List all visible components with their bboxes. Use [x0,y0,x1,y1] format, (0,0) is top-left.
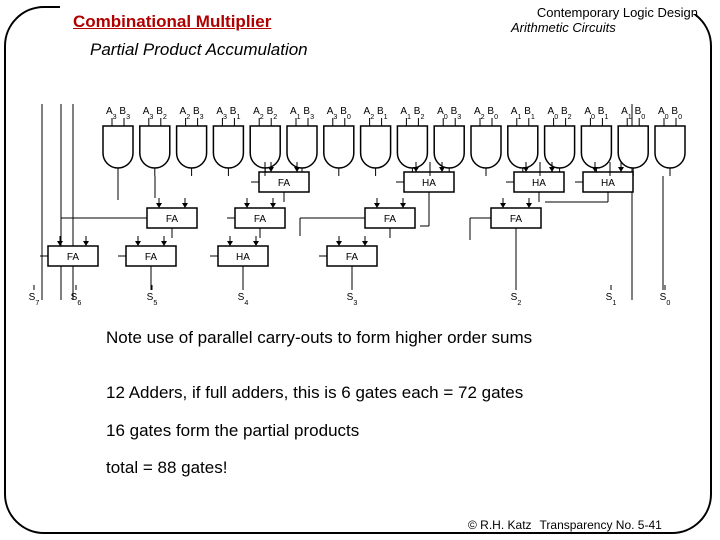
adder-label: FA [144,252,158,263]
course-subtitle: Arithmetic Circuits [511,20,616,35]
output-label: $S_6$ [70,292,82,307]
adder-label: FA [509,214,523,225]
and-gate-input-label: $A_3$ $B_2$ [142,106,167,121]
and-gate [434,126,464,168]
output-label: $S_2$ [510,292,522,307]
and-gate [581,126,611,168]
and-gate-input-label: $A_0$ $B_3$ [437,106,462,121]
and-gate [140,126,170,168]
output-label: $S_7$ [28,292,40,307]
and-gate-input-label: $A_0$ $B_2$ [547,106,572,121]
and-gate [324,126,354,168]
and-gate-input-label: $A_1$ $B_0$ [621,106,646,121]
and-gate [213,126,243,168]
slide-subtitle: Partial Product Accumulation [90,40,308,59]
and-gate-input-label: $A_3$ $B_1$ [216,106,241,121]
output-label: $S_0$ [659,292,671,307]
output-label: $S_1$ [605,292,617,307]
and-gate-input-label: $A_2$ $B_3$ [179,106,204,121]
and-gate [471,126,501,168]
and-gate-input-label: $A_0$ $B_1$ [584,106,609,121]
and-gate [103,126,133,168]
note-total: total = 88 gates! [106,458,228,477]
footer [468,518,662,532]
adder-label: HA [236,252,250,263]
and-gate [361,126,391,168]
adder-label: FA [66,252,80,263]
and-gate-input-label: $A_2$ $B_2$ [253,106,278,121]
and-gate [250,126,280,168]
output-label: $S_4$ [237,292,249,307]
and-gate-input-label: $A_3$ $B_3$ [105,106,131,121]
adder-label: FA [277,178,291,189]
and-gate [618,126,648,168]
and-gate [397,126,427,168]
adder-label: FA [345,252,359,263]
and-gate [545,126,575,168]
adder-label: HA [422,178,436,189]
output-label: $S_5$ [146,292,158,307]
adder-label: HA [532,178,546,189]
adder-label: FA [383,214,397,225]
and-gate-input-label: $A_3$ $B_0$ [326,106,351,121]
slide-title: Combinational Multiplier [73,12,272,31]
and-gate-input-label: $A_1$ $B_2$ [400,106,425,121]
adder-label: FA [165,214,179,225]
footer-author: © R.H. Katz [468,518,532,532]
and-gate-input-label: $A_1$ $B_1$ [510,106,535,121]
note-adder-count: 12 Adders, if full adders, this is 6 gates each = 72 gates [106,383,524,402]
note-parallel-carry: Note use of parallel carry-outs to form higher order sums [106,328,533,347]
and-gate-input-label: $A_2$ $B_1$ [363,106,388,121]
and-gate [655,126,685,168]
adder-label: FA [253,214,267,225]
and-gate [177,126,207,168]
and-gate [287,126,317,168]
adder-label: HA [601,178,615,189]
course-title: Contemporary Logic Design [536,5,698,20]
and-gate [508,126,538,168]
and-gate-input-label: $A_2$ $B_0$ [473,106,499,121]
footer-transparency: Transparency No. 5-41 [539,518,662,532]
and-gate-input-label: $A_1$ $B_3$ [289,106,315,121]
note-partial-products: 16 gates form the partial products [106,421,360,440]
and-gate-input-label: $A_0$ $B_0$ [657,106,683,121]
output-label: $S_3$ [346,292,358,307]
